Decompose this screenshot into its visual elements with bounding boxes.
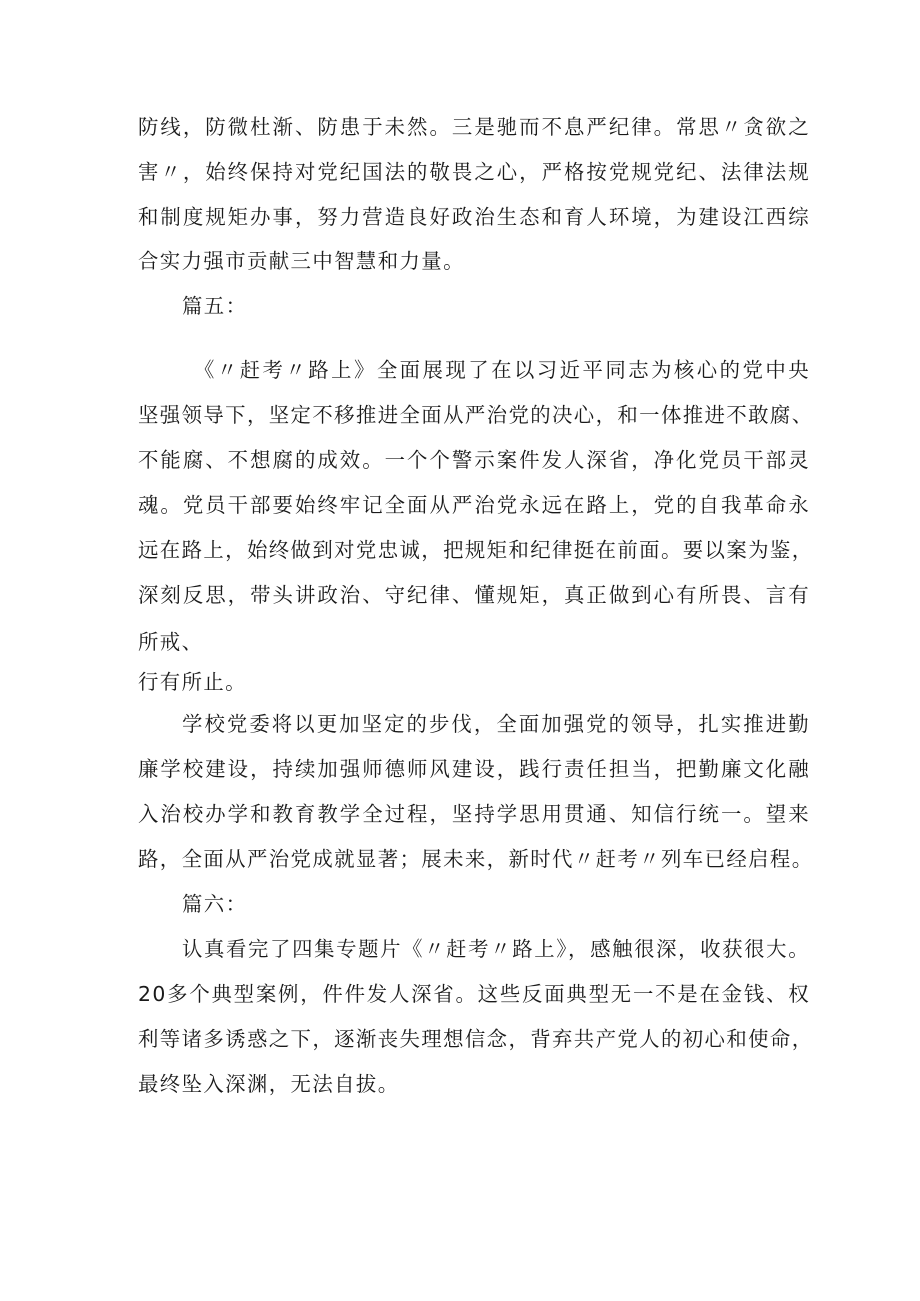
- text-line: 魂。党员干部要始终牢记全面从严治党永远在路上，党的自我革命永: [138, 493, 810, 517]
- text-line: 合实力强市贡献三中智慧和力量。: [138, 249, 465, 273]
- text-line: 坚强领导下，坚定不移推进全面从严治党的决心，和一体推进不敢腐、: [138, 403, 814, 427]
- text-line: 行有所止。: [138, 670, 247, 694]
- section-heading: 篇六：: [182, 892, 248, 916]
- text-line: 《〃赶考〃路上》全面展现了在以习近平同志为核心的党中央: [194, 358, 810, 382]
- text-line: 所戒、: [138, 630, 204, 654]
- text-line: 学校党委将以更加坚定的步伐，全面加强党的领导，扎实推进勤: [182, 712, 810, 736]
- text-line: 害〃，始终保持对党纪国法的敬畏之心，严格按党规党纪、法律法规: [138, 160, 810, 184]
- text-line: 20多个典型案例，件件发人深省。这些反面典型无一不是在金钱、权: [138, 982, 810, 1006]
- text-line: 不能腐、不想腐的成效。一个个警示案件发人深省，净化党员干部灵: [138, 448, 810, 472]
- text-line: 路，全面从严治党成就显著；展未来，新时代〃赶考〃列车已经启程。: [138, 847, 814, 871]
- text-line: 和制度规矩办事，努力营造良好政治生态和育人环境，为建设江西综: [138, 205, 810, 229]
- text-line: 认真看完了四集专题片《〃赶考〃路上》，感触很深，收获很大。: [182, 937, 810, 961]
- text-line: 防线，防微杜渐、防患于未然。三是驰而不息严纪律。常思〃贪欲之: [138, 115, 810, 139]
- text-line: 利等诸多诱惑之下，逐渐丧失理想信念，背弃共产党人的初心和使命，: [138, 1027, 814, 1051]
- text-line: 廉学校建设，持续加强师德师风建设，践行责任担当，把勤廉文化融: [138, 757, 810, 781]
- text-line: 深刻反思，带头讲政治、守纪律、懂规矩，真正做到心有所畏、言有: [138, 583, 810, 607]
- text-line: 最终坠入深渊，无法自拔。: [138, 1072, 400, 1096]
- section-heading: 篇五：: [182, 294, 248, 318]
- text-line: 远在路上，始终做到对党忠诚，把规矩和纪律挺在前面。要以案为鉴，: [138, 538, 814, 562]
- text-line: 入治校办学和教育教学全过程，坚持学思用贯通、知信行统一。望来: [138, 802, 810, 826]
